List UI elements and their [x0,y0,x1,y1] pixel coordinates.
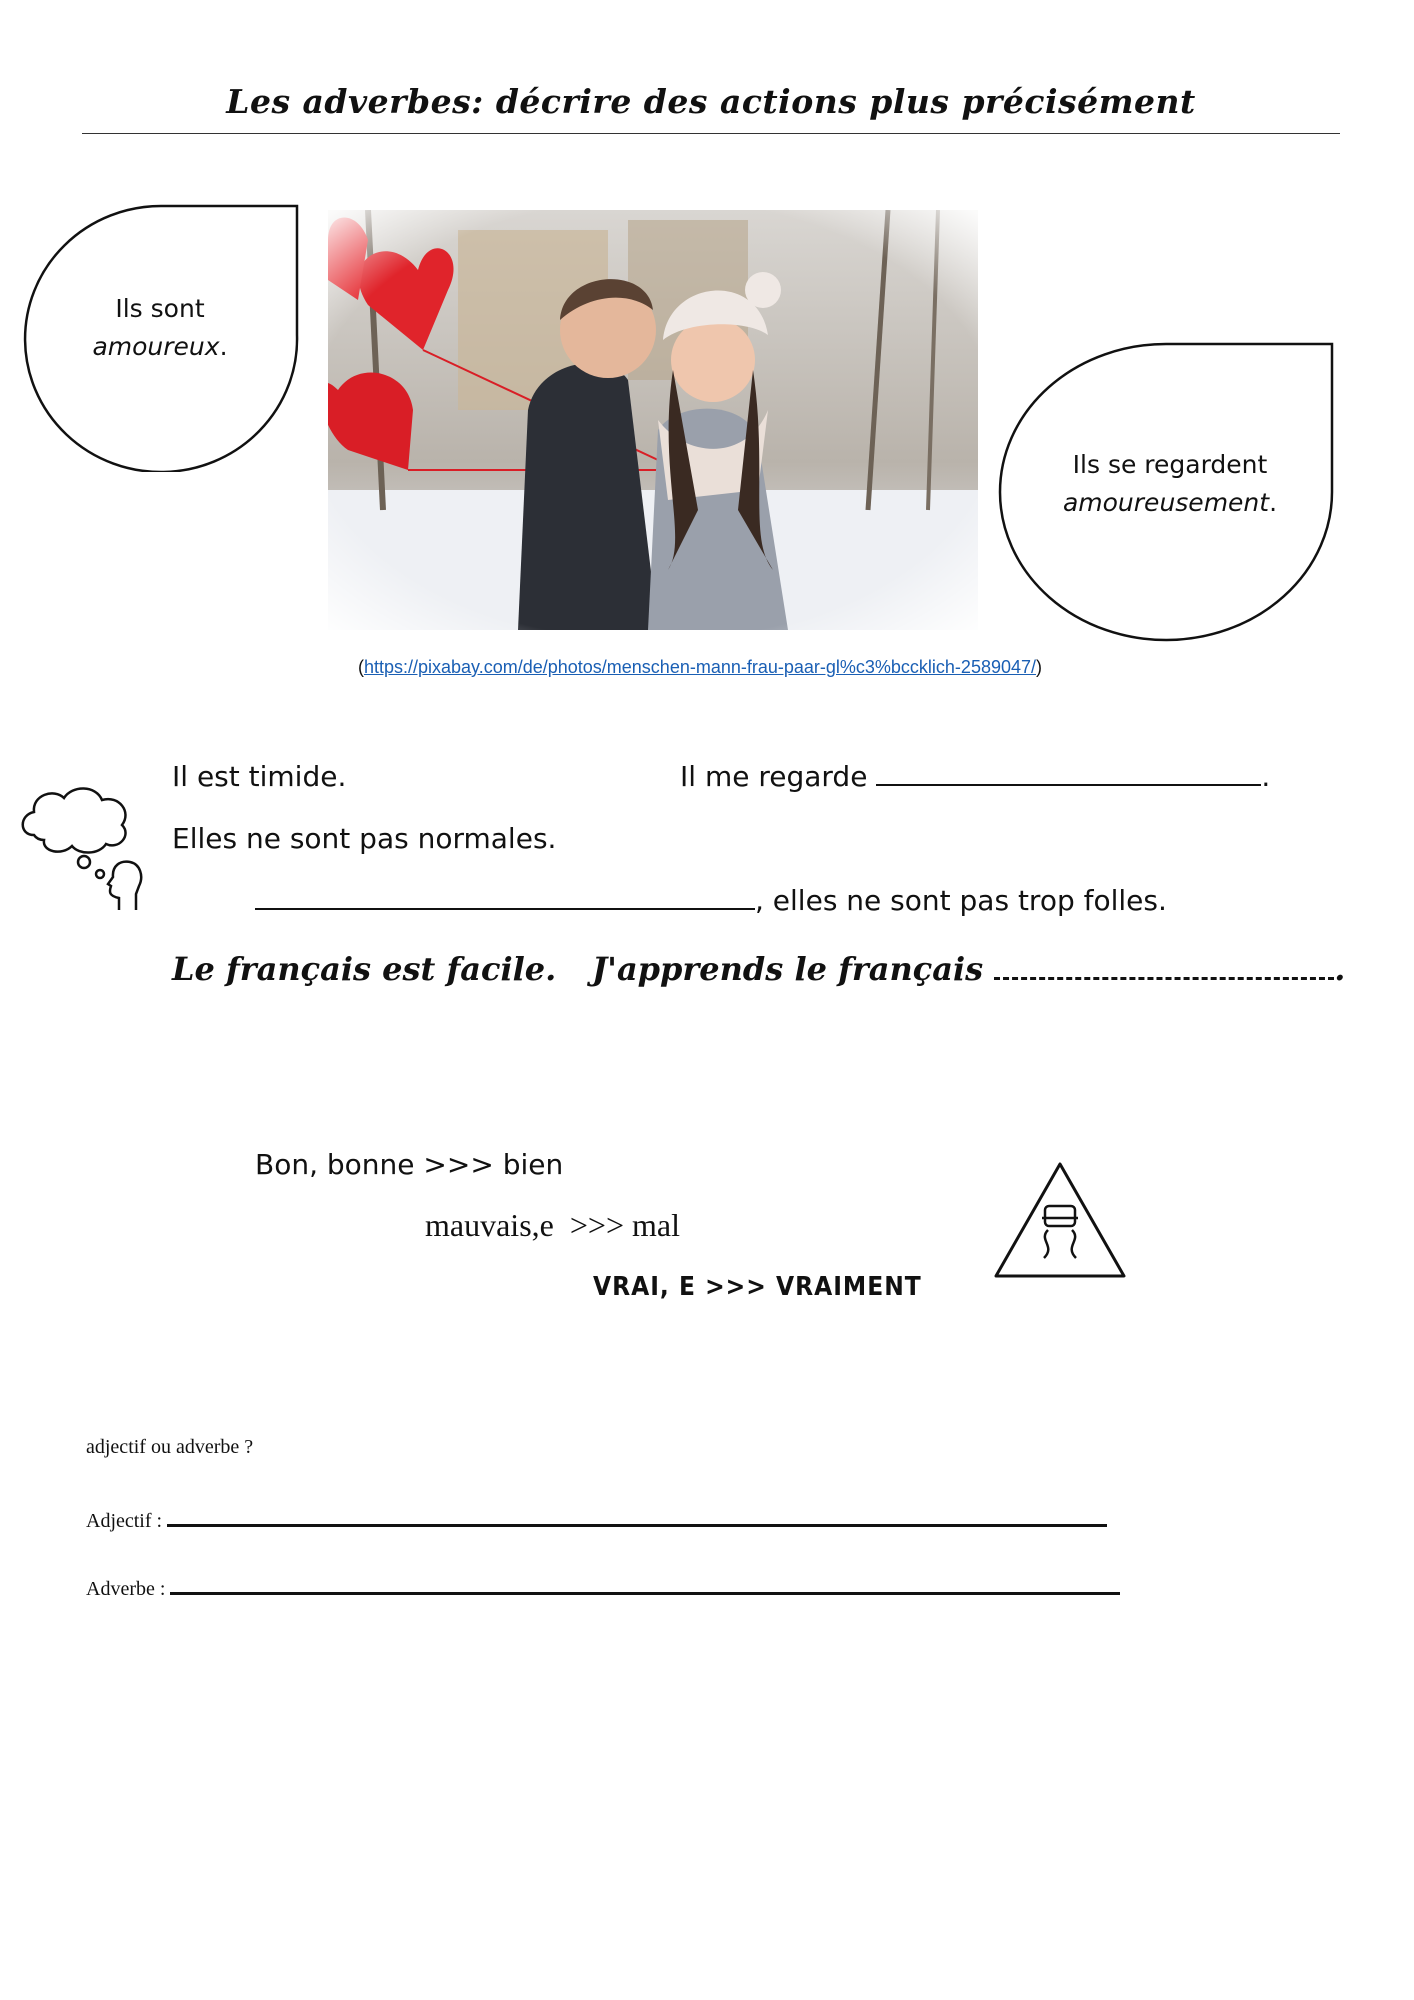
bubble-left-word: amoureux [92,332,220,361]
blank-1[interactable] [876,762,1261,786]
blank-2[interactable] [255,886,755,910]
blank-3[interactable] [994,955,1334,980]
adjective-label: Adjectif : [86,1510,163,1532]
photo-credit-link[interactable]: https://pixabay.com/de/photos/menschen-mann-frau-paar-gl%c3%bccklich-2589047/ [363,657,1037,677]
sentence-1-right [680,760,1270,793]
speech-bubble-right-text [1030,446,1310,522]
sentence-3-end: . [1334,950,1346,988]
adjective-row [86,1502,1107,1533]
couple-photo [328,210,978,630]
sentence-1-end: . [1261,760,1271,793]
irregular-bon: Bon, bonne >>> bien [255,1148,564,1181]
sentence-1-right-text: Il me regarde [680,760,868,793]
title-divider [82,133,1340,134]
sentence-3-left: Le français est facile. [172,950,557,988]
credit-close: ) [1036,657,1043,677]
page-title: Les adverbes: décrire des actions plus précisément [226,82,1196,121]
bubble-right-word: amoureusement [1062,488,1270,517]
bubble-right-line2 [1030,484,1310,522]
adverb-label: Adverbe : [86,1578,166,1600]
sentence-2-right [255,884,1167,917]
task-question: adjectif ou adverbe ? [86,1436,254,1458]
thought-cloud-icon [14,780,144,912]
sentence-3-right [592,950,1345,988]
bubble-left-end: . [219,332,228,361]
adverb-answer-line[interactable] [170,1570,1120,1595]
sentence-1-left: Il est timide. [172,760,347,793]
bubble-left-line2 [40,328,280,366]
credit-open: ( [357,657,364,677]
irregular-vrai: VRAI, E >>> VRAIMENT [593,1272,922,1302]
sentence-2-right-text: , elles ne sont pas trop folles. [755,884,1167,917]
adverb-row [86,1570,1120,1601]
bubble-right-line1: Ils se regardent [1072,450,1268,479]
bubble-right-end: . [1269,488,1278,517]
bubble-left-line1: Ils sont [115,294,205,323]
irregular-mauvais: mauvais,e >>> mal [425,1207,680,1243]
sentence-3-right-text: J'apprends le français [592,950,984,988]
sentence-2-left: Elles ne sont pas normales. [172,822,557,855]
adjective-answer-line[interactable] [167,1502,1107,1527]
photo-credit [200,657,1200,678]
speech-bubble-left-text [40,290,280,366]
slippery-road-warning-icon [990,1158,1130,1283]
